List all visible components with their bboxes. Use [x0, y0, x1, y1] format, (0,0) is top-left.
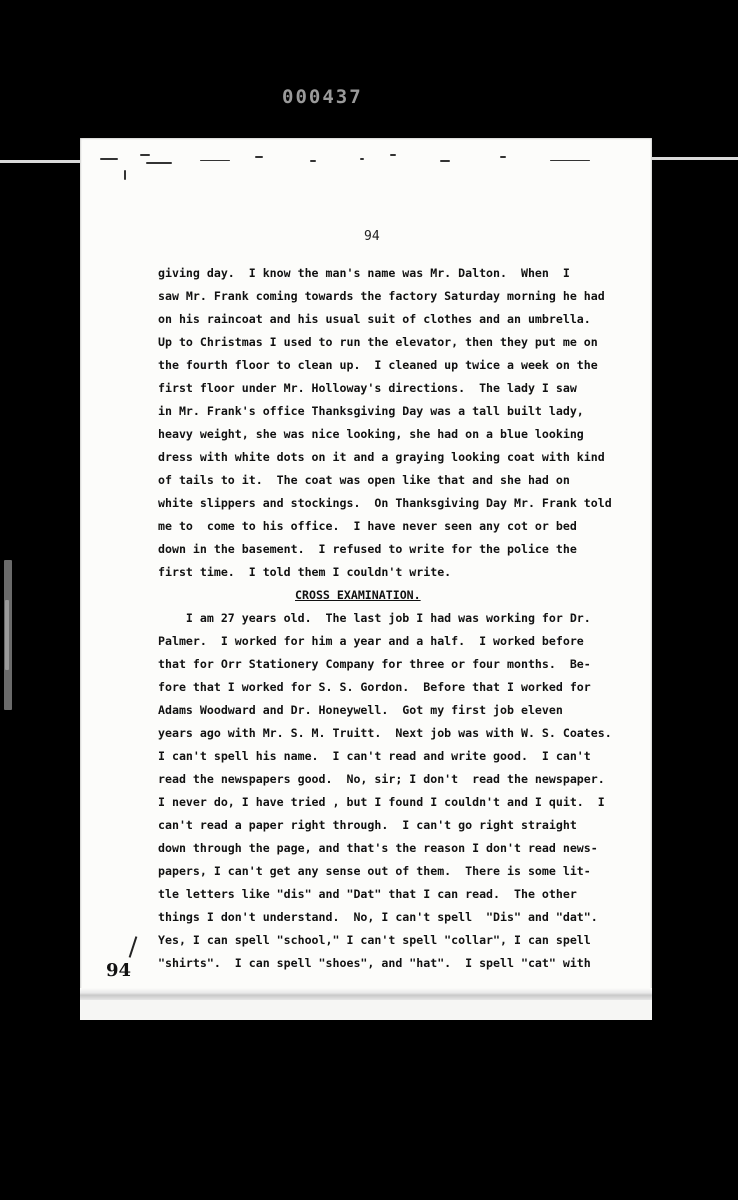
film-edge-line-right — [652, 157, 738, 160]
text-line: down through the page, and that's the reason I don't read news- — [158, 841, 598, 855]
film-speck — [5, 600, 9, 670]
film-edge-line-left — [0, 160, 84, 163]
text-line: white slippers and stockings. On Thanksgiving Day Mr. Frank told — [158, 496, 612, 510]
text-line: fore that I worked for S. S. Gordon. Before that I worked for — [158, 680, 591, 694]
text-line: can't read a paper right through. I can't go right straight — [158, 818, 577, 832]
text-line: first time. I told them I couldn't write. — [158, 565, 452, 579]
page-bottom-strip — [80, 1000, 652, 1020]
text-line: read the newspapers good. No, sir; I don't read the newspaper. — [158, 772, 605, 786]
text-line: giving day. I know the man's name was Mr. Dalton. When I — [158, 266, 570, 280]
section-heading: CROSS EXAMINATION. — [295, 588, 421, 602]
text-line: I never do, I have tried , but I found I couldn't and I quit. I — [158, 795, 605, 809]
text-line: Palmer. I worked for him a year and a half. I worked before — [158, 634, 584, 648]
page-bottom-damage — [80, 988, 652, 1000]
text-line: things I don't understand. No, I can't spell "Dis" and "dat". — [158, 910, 598, 924]
text-line: that for Orr Stationery Company for three or four months. Be- — [158, 657, 591, 671]
text-line: I am 27 years old. The last job I had was working for Dr. — [158, 611, 591, 625]
text-line: me to come to his office. I have never seen any cot or bed — [158, 519, 577, 533]
text-line: on his raincoat and his usual suit of clothes and an umbrella. — [158, 312, 591, 326]
text-line: papers, I can't get any sense out of them. There is some lit- — [158, 864, 591, 878]
text-line: the fourth floor to clean up. I cleaned up twice a week on the — [158, 358, 598, 372]
ink-mark — [129, 936, 138, 958]
text-line: saw Mr. Frank coming towards the factory Saturday morning he had — [158, 289, 605, 303]
text-line: down in the basement. I refused to write for the police the — [158, 542, 577, 556]
text-line: "shirts". I can spell "shoes", and "hat". I spell "cat" with — [158, 956, 591, 970]
text-line: Up to Christmas I used to run the elevator, then they put me on — [158, 335, 598, 349]
text-line: first floor under Mr. Holloway's directions. The lady I saw — [158, 381, 577, 395]
text-line: tle letters like "dis" and "Dat" that I can read. The other — [158, 887, 577, 901]
margin-page-number: 94 — [106, 960, 132, 981]
text-line: Yes, I can spell "school," I can't spell "collar", I can spell — [158, 933, 591, 947]
text-line: heavy weight, she was nice looking, she had on a blue looking — [158, 427, 584, 441]
film-frame-top — [0, 0, 738, 138]
text-line: in Mr. Frank's office Thanksgiving Day was a tall built lady, — [158, 404, 584, 418]
text-line: of tails to it. The coat was open like that and she had on — [158, 473, 570, 487]
film-frame-number: 000437 — [282, 86, 363, 108]
page-top-noise — [80, 148, 652, 182]
document-page — [80, 138, 652, 1020]
page-number: 94 — [364, 229, 380, 244]
text-line: Adams Woodward and Dr. Honeywell. Got my first job eleven — [158, 703, 563, 717]
text-line: dress with white dots on it and a graying looking coat with kind — [158, 450, 605, 464]
text-line: I can't spell his name. I can't read and write good. I can't — [158, 749, 591, 763]
text-line: years ago with Mr. S. M. Truitt. Next job was with W. S. Coates. — [158, 726, 612, 740]
